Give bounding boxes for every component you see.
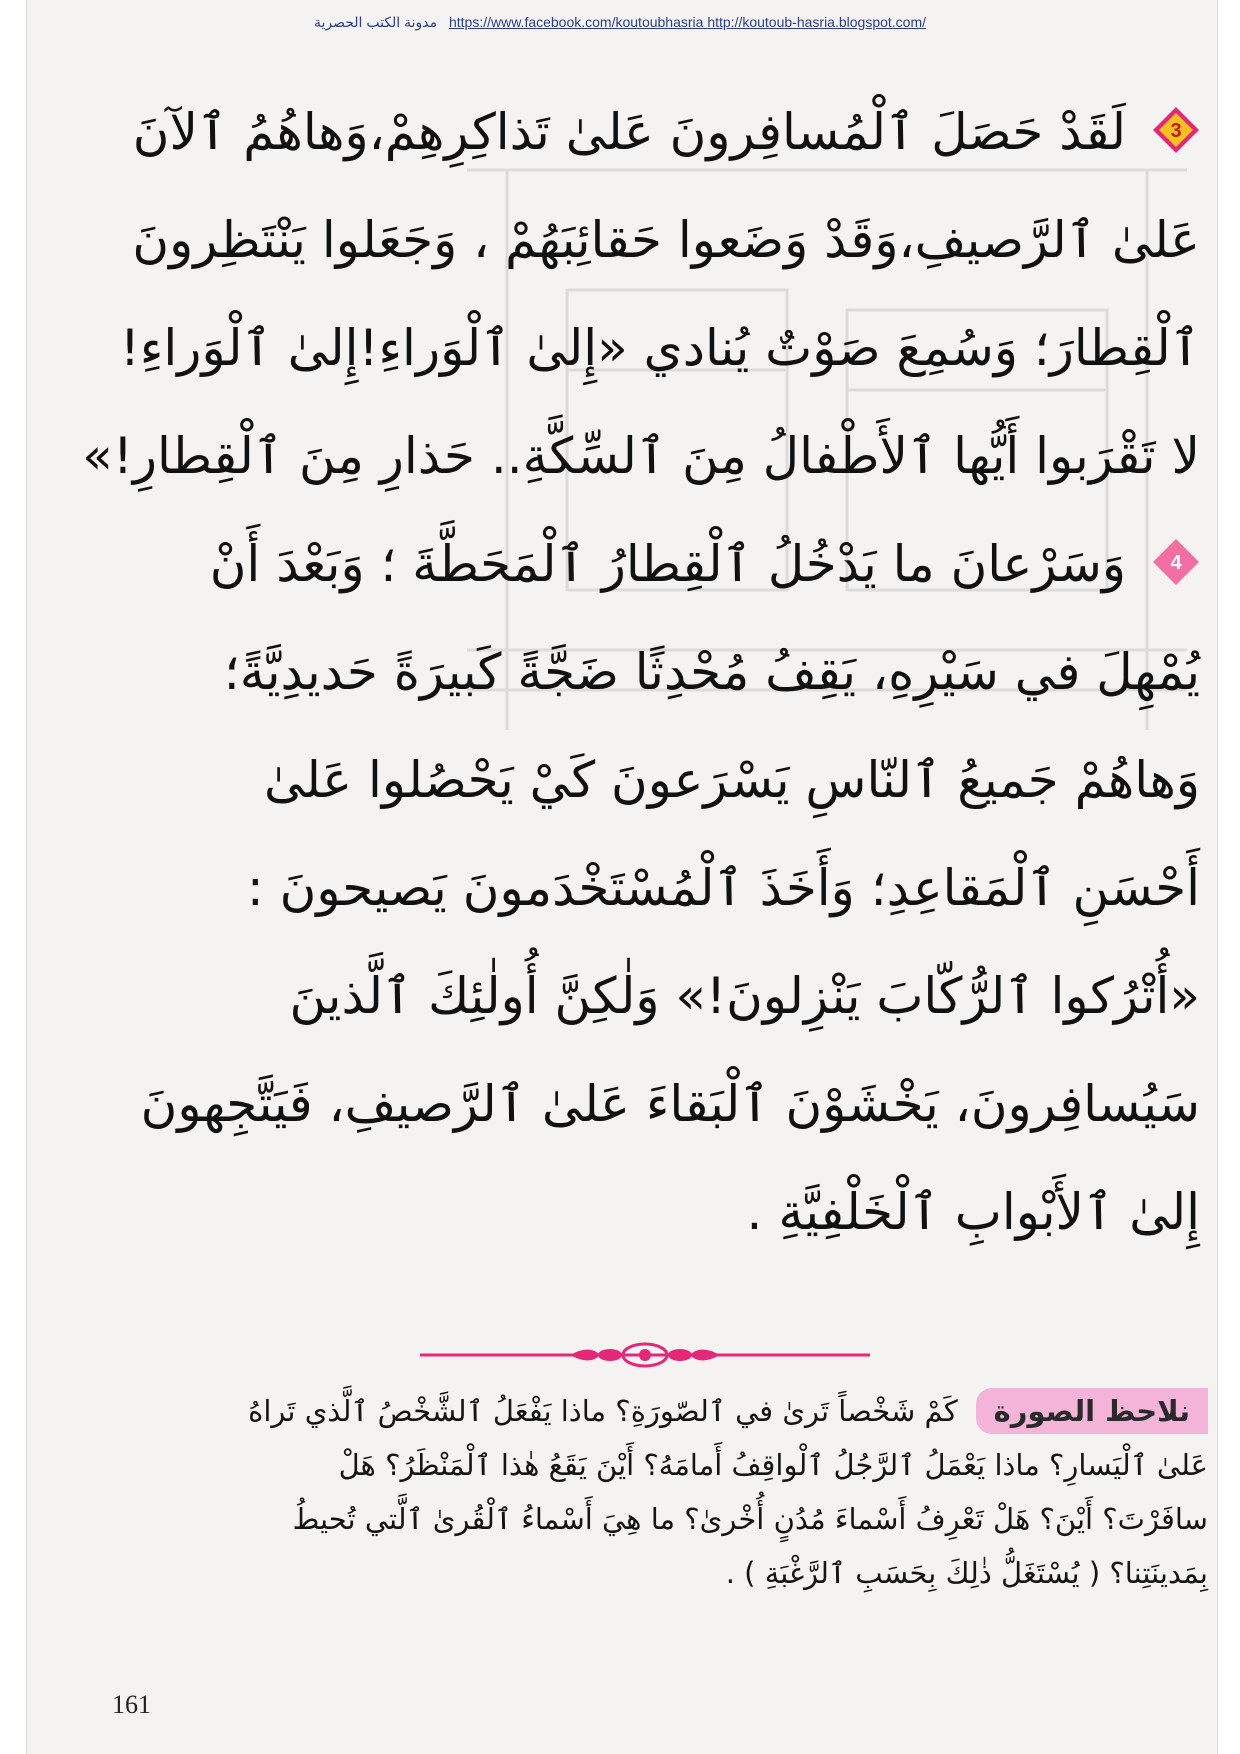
story-line: سَيُسافِرونَ، يَخْشَوْنَ ٱلْبَقاءَ عَلىٰ ٱلرَّصيفِ، فَيَتَّجِهونَ: [140, 1075, 1200, 1133]
question-line: بِمَدينَتِنا؟ ( يُسْتَغَلُّ ذٰلِكَ بِحَسَبِ ٱلرَّغْبَةِ ) .: [725, 1556, 1208, 1590]
question-text: كَمْ شَخْصاً تَرىٰ في ٱلصّورَةِ؟ ماذا يَفْعَلُ ٱلشَّخْصُ ٱلَّذي تَراهُ: [248, 1394, 958, 1428]
numbered-diamond-icon: [1152, 106, 1200, 154]
question-line: عَلىٰ ٱلْيَسارِ؟ ماذا يَعْمَلُ ٱلرَّجُلُ ٱلْواقِفُ أَمامَهُ؟ أَيْنَ يَقَعُ هٰذا ٱلْمَنْظَرُ؟ هَلْ: [338, 1448, 1208, 1482]
story-line: لا تَقْرَبوا أَيُّها ٱلأَطْفالُ مِنَ ٱلسِّكَّةِ.. حَذارِ مِنَ ٱلْقِطارِ!»: [82, 427, 1200, 485]
ornament-divider-icon: [420, 1338, 870, 1372]
story-line: عَلىٰ ٱلرَّصيفِ،وَقَدْ وَضَعوا حَقائِبَهُمْ ، وَجَعَلوا يَنْتَظِرونَ: [132, 211, 1200, 269]
story-text: [80, 78, 1200, 1266]
numbered-diamond-icon: [1152, 538, 1200, 586]
blog-name: مدونة الكتب الحصرية: [313, 14, 438, 30]
story-line: يُمْهِلَ في سَيْرِهِ، يَقِفُ مُحْدِثًا ضَجَّةً كَبيرَةً حَديدِيَّةً؛: [223, 643, 1200, 701]
story-line: أَحْسَنِ ٱلْمَقاعِدِ؛ وَأَخَذَ ٱلْمُسْتَخْدَمونَ يَصيحونَ :: [246, 859, 1200, 917]
story-line: [80, 510, 1200, 618]
observation-questions: [84, 1384, 1208, 1600]
observe-picture-label: نلاحظ الصورة: [976, 1388, 1208, 1434]
page-header: [0, 14, 1240, 31]
story-line: ٱلْقِطارَ؛ وَسُمِعَ صَوْتٌ يُنادي «إِلىٰ ٱلْوَراءِ!إِلىٰ ٱلْوَراءِ!: [119, 319, 1200, 377]
question-line: سافَرْتَ؟ أَيْنَ؟ هَلْ تَعْرِفُ أَسْماءَ مُدُنٍ أُخْرىٰ؟ ما هِيَ أَسْماءُ ٱلْقُرىٰ ٱلَّتي تُحيطُ: [292, 1502, 1208, 1536]
header-links[interactable]: https://www.facebook.com/koutoubhasria http://koutoub-hasria.blogspot.com/: [448, 14, 927, 30]
story-line: [80, 78, 1200, 186]
page-number: 161: [112, 1690, 151, 1719]
story-line: «أُتْرُكوا ٱلرُّكّابَ يَنْزِلونَ!» وَلٰكِنَّ أُولٰئِكَ ٱلَّذينَ: [289, 967, 1200, 1025]
paragraph-number: 4: [1170, 551, 1182, 574]
question-line: [84, 1384, 1208, 1438]
story-line: وَهاهُمْ جَميعُ ٱلنّاسِ يَسْرَعونَ كَيْ يَحْصُلوا عَلىٰ: [263, 751, 1200, 809]
story-line-text: لَقَدْ حَصَلَ ٱلْمُسافِرونَ عَلىٰ تَذاكِرِهِمْ،وَهاهُمُ ٱلآنَ: [132, 103, 1126, 161]
story-line: إِلىٰ ٱلأَبْوابِ ٱلْخَلْفِيَّةِ .: [746, 1183, 1200, 1241]
paragraph-number: 3: [1170, 119, 1182, 142]
story-line-text: وَسَرْعانَ ما يَدْخُلُ ٱلْقِطارُ ٱلْمَحَطَّةَ ؛ وَبَعْدَ أَنْ: [209, 535, 1126, 593]
